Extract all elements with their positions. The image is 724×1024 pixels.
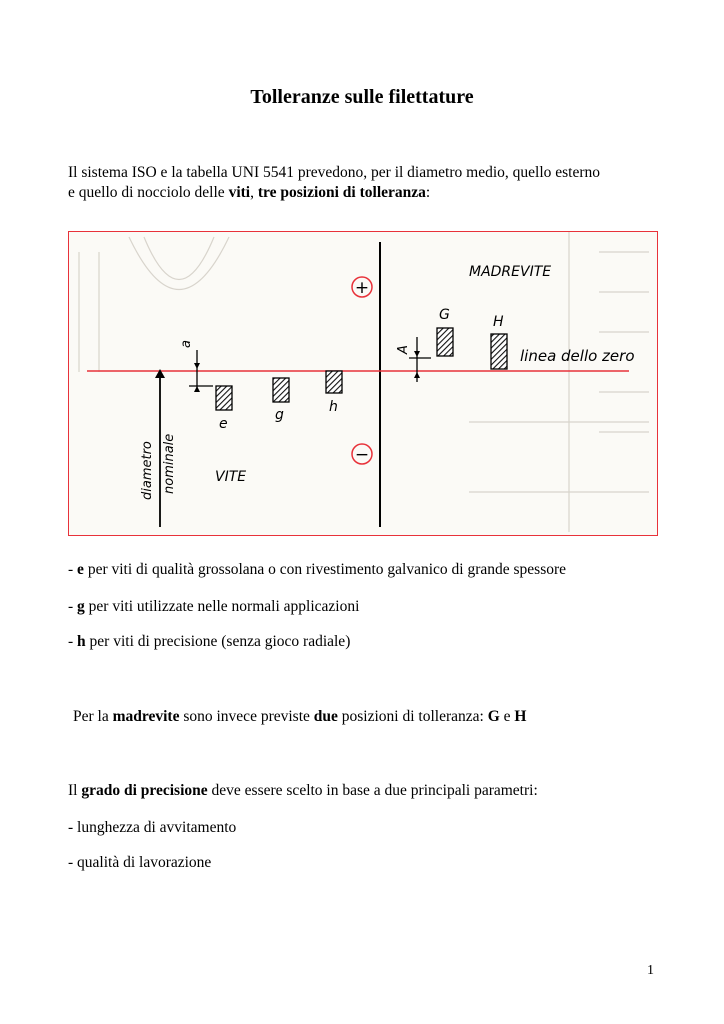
- vite-label: VITE: [215, 469, 247, 485]
- list-text-e: per viti di qualità grossolana o con rivestimento galvanico di grande spessore: [83, 561, 567, 578]
- mad-b2: due: [313, 708, 338, 725]
- tolerance-label-H: H: [493, 314, 504, 330]
- mad-b1: madrevite: [112, 708, 180, 725]
- list-bullet: -: [68, 598, 78, 615]
- minus-sign: −: [354, 445, 370, 465]
- tolerance-box-e: [216, 386, 232, 410]
- page-number: 1: [647, 963, 654, 978]
- intro-bold-viti: viti: [228, 184, 251, 201]
- tolerance-box-g: [273, 378, 289, 402]
- precision-bullet-2: - qualità di lavorazione: [68, 854, 212, 871]
- mad-t3: posizioni di tolleranza:: [337, 708, 488, 725]
- mad-b3: G: [487, 708, 500, 725]
- list-item-e: [68, 560, 566, 580]
- list-letter-g: g: [77, 598, 85, 615]
- list-letter-h: h: [77, 633, 86, 650]
- intro-bold-positions: tre posizioni di tolleranza: [257, 184, 426, 201]
- list-item-g: [68, 597, 359, 617]
- tolerance-label-e: e: [219, 416, 228, 432]
- tolerance-label-g: g: [275, 407, 284, 423]
- list-text-g: per viti utilizzate nelle normali applicazioni: [84, 598, 360, 615]
- tolerance-label-h: h: [329, 399, 338, 415]
- precision-sentence: [68, 781, 538, 801]
- tolerance-label-G: G: [439, 307, 450, 323]
- page-title: Tolleranze sulle filettature: [250, 86, 474, 108]
- deviation-a-arrow-icon: [194, 363, 200, 369]
- madrevite-label: MADREVITE: [469, 264, 552, 280]
- list-letter-e: e: [77, 561, 84, 578]
- list-item-h: [68, 632, 350, 652]
- intro-line-2: [68, 183, 600, 203]
- zero-line-label: linea dello zero: [520, 347, 635, 365]
- intro-colon: :: [425, 184, 431, 201]
- intro-paragraph: [68, 163, 600, 203]
- diametro-label: diametro: [140, 441, 155, 500]
- list-bullet: -: [68, 633, 78, 650]
- prec-t2: deve essere scelto in base a due principali parametri:: [207, 782, 538, 799]
- tolerance-diagram-svg: [69, 232, 658, 536]
- nominale-label: nominale: [162, 433, 177, 494]
- prec-t1: Il: [68, 782, 82, 799]
- mad-t4: e: [499, 708, 515, 725]
- prec-b1: grado di precisione: [81, 782, 208, 799]
- deviation-A-label: A: [396, 345, 411, 354]
- mad-t2: sono invece previste: [179, 708, 314, 725]
- intro-line-1: Il sistema ISO e la tabella UNI 5541 prevedono, per il diametro medio, quello esterno: [68, 164, 601, 181]
- tolerance-box-H: [491, 334, 507, 369]
- precision-bullet-1: - lunghezza di avvitamento: [68, 819, 237, 836]
- deviation-a-label: a: [179, 340, 194, 348]
- mad-b4: H: [514, 708, 527, 725]
- tolerance-box-G: [437, 328, 453, 356]
- tolerance-diagram: [68, 231, 658, 536]
- deviation-A-arrow-up-icon: [414, 372, 420, 378]
- deviation-a-arrow-up-icon: [194, 386, 200, 392]
- intro-text: e quello di nocciolo delle: [68, 184, 229, 201]
- intro-sep: ,: [250, 184, 258, 201]
- madrevite-sentence: [73, 707, 526, 727]
- mad-t1: Per la: [73, 708, 113, 725]
- plus-sign: +: [354, 278, 370, 298]
- list-bullet: -: [68, 561, 78, 578]
- list-text-h: per viti di precisione (senza gioco radiale): [85, 633, 351, 650]
- deviation-A-arrow-icon: [414, 351, 420, 357]
- tolerance-box-h: [326, 371, 342, 393]
